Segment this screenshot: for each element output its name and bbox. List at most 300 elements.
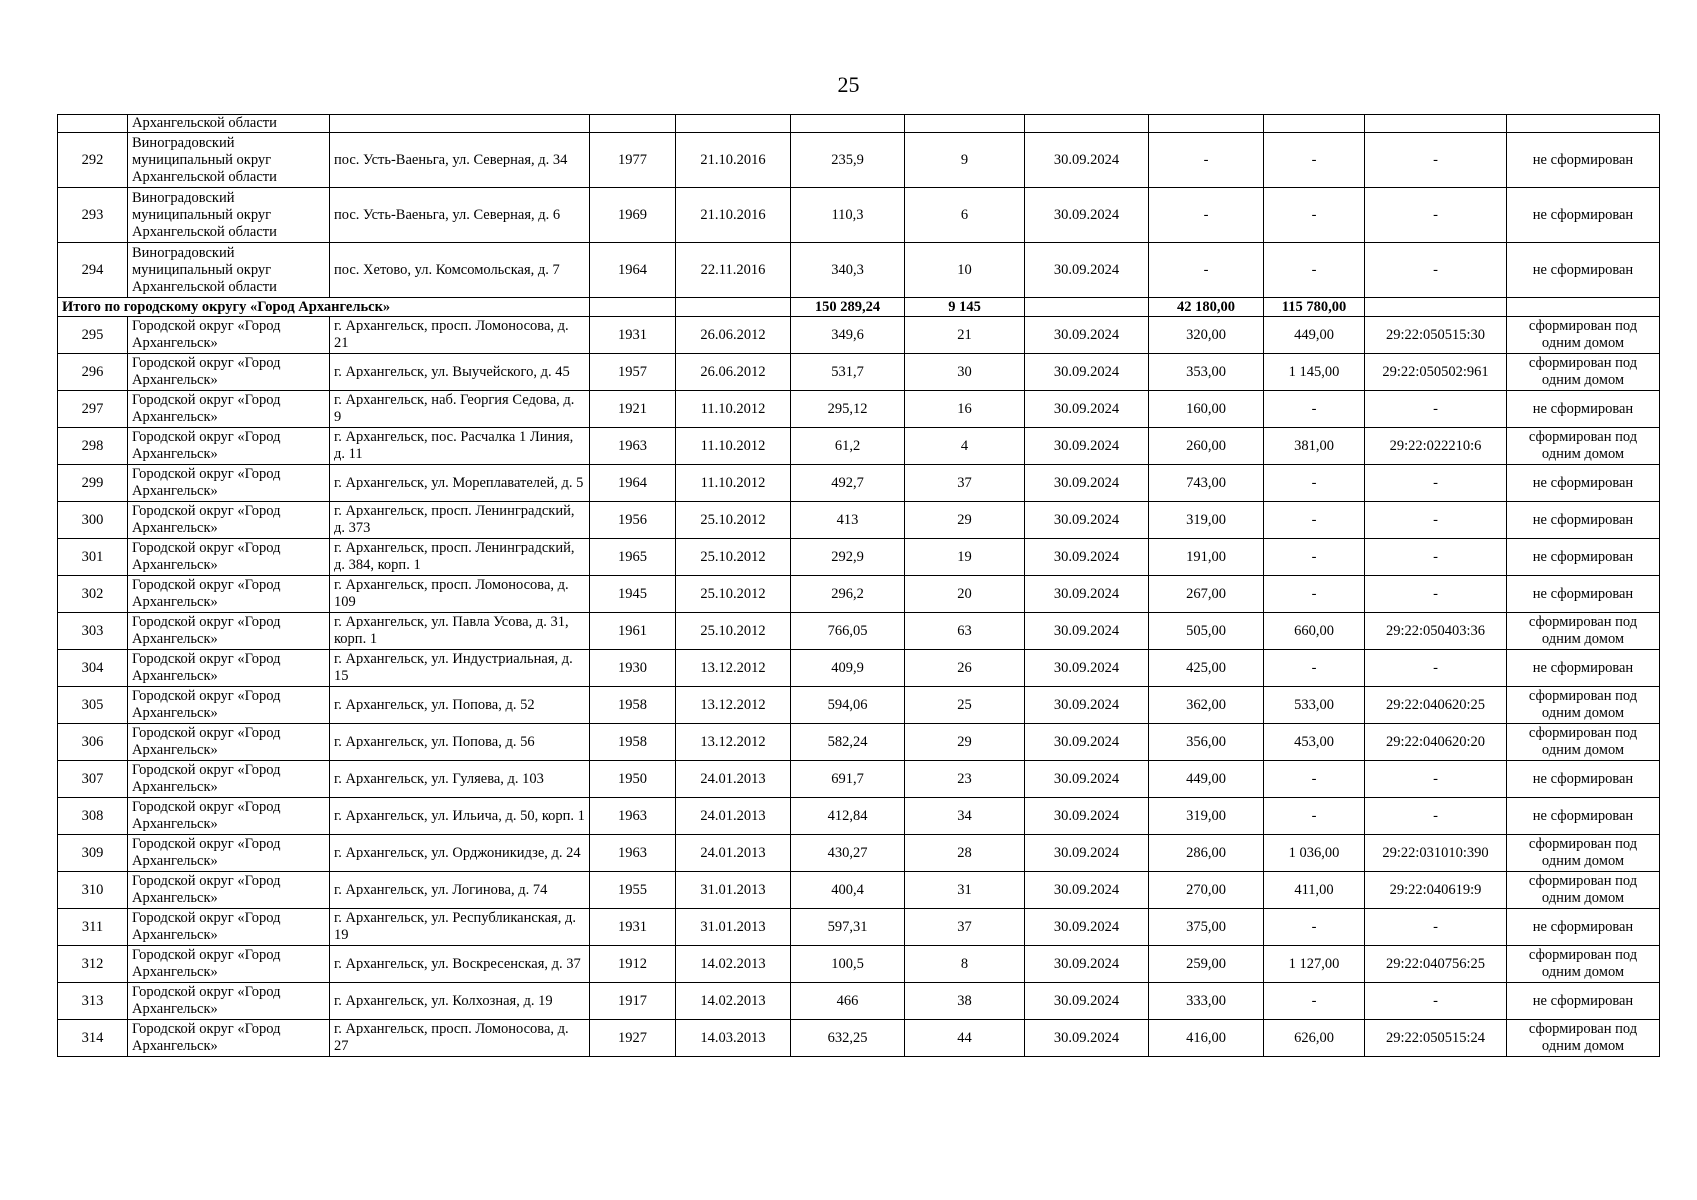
land-status-cell: сформирован под одним домом xyxy=(1507,428,1660,465)
value2-cell: 533,00 xyxy=(1264,687,1365,724)
address-cell: г. Архангельск, ул. Индустриальная, д. 15 xyxy=(330,650,590,687)
address-cell: г. Архангельск, просп. Ломоносова, д. 21 xyxy=(330,317,590,354)
residents-cell: 25 xyxy=(905,687,1025,724)
land-status-cell: не сформирован xyxy=(1507,576,1660,613)
area-cell: 691,7 xyxy=(791,761,905,798)
date-cell: 11.10.2012 xyxy=(676,428,791,465)
address-cell: г. Архангельск, просп. Ломоносова, д. 109 xyxy=(330,576,590,613)
district-cell: Городской округ «Город Архангельск» xyxy=(128,613,330,650)
row-number-cell: 292 xyxy=(58,133,128,188)
land-status-cell: не сформирован xyxy=(1507,243,1660,298)
area-cell: 594,06 xyxy=(791,687,905,724)
table-row xyxy=(58,613,1660,650)
land-status-cell: не сформирован xyxy=(1507,391,1660,428)
deadline-cell: 30.09.2024 xyxy=(1025,133,1149,188)
residents-cell: 23 xyxy=(905,761,1025,798)
table-row xyxy=(58,761,1660,798)
row-number-cell: 310 xyxy=(58,872,128,909)
residents-cell: 44 xyxy=(905,1020,1025,1057)
year-cell: 1964 xyxy=(590,465,676,502)
area-cell: 582,24 xyxy=(791,724,905,761)
address-cell: г. Архангельск, ул. Логинова, д. 74 xyxy=(330,872,590,909)
area-cell: 412,84 xyxy=(791,798,905,835)
year-cell: 1963 xyxy=(590,835,676,872)
value2-cell: - xyxy=(1264,539,1365,576)
area-cell: 413 xyxy=(791,502,905,539)
value2-cell: 1 145,00 xyxy=(1264,354,1365,391)
cadastral-number-cell: 29:22:050515:24 xyxy=(1365,1020,1507,1057)
address-cell: г. Архангельск, ул. Гуляева, д. 103 xyxy=(330,761,590,798)
year-cell: 1965 xyxy=(590,539,676,576)
land-status-cell: не сформирован xyxy=(1507,465,1660,502)
land-status-cell: сформирован под одним домом xyxy=(1507,317,1660,354)
table-row xyxy=(58,650,1660,687)
deadline-cell: 30.09.2024 xyxy=(1025,613,1149,650)
address-cell: пос. Усть-Ваеньга, ул. Северная, д. 6 xyxy=(330,188,590,243)
value1-cell: 356,00 xyxy=(1149,724,1264,761)
empty-cell xyxy=(1025,298,1149,317)
year-cell: 1921 xyxy=(590,391,676,428)
cadastral-number-cell: - xyxy=(1365,650,1507,687)
total-value1-cell: 42 180,00 xyxy=(1149,298,1264,317)
date-cell: 26.06.2012 xyxy=(676,317,791,354)
year-cell: 1912 xyxy=(590,946,676,983)
area-cell: 61,2 xyxy=(791,428,905,465)
value2-cell: - xyxy=(1264,576,1365,613)
cadastral-number-cell: - xyxy=(1365,502,1507,539)
empty-cell xyxy=(1365,298,1507,317)
district-cell: Городской округ «Город Архангельск» xyxy=(128,428,330,465)
year-cell: 1931 xyxy=(590,317,676,354)
date-cell: 25.10.2012 xyxy=(676,576,791,613)
value1-cell: 375,00 xyxy=(1149,909,1264,946)
district-cell: Виноградовский муниципальный округ Архангельской области xyxy=(128,133,330,188)
table-row xyxy=(58,539,1660,576)
year-cell: 1964 xyxy=(590,243,676,298)
cadastral-number-cell: - xyxy=(1365,465,1507,502)
cadastral-number-cell: - xyxy=(1365,243,1507,298)
deadline-cell: 30.09.2024 xyxy=(1025,317,1149,354)
row-number-cell: 314 xyxy=(58,1020,128,1057)
district-cell: Городской округ «Город Архангельск» xyxy=(128,317,330,354)
table-row xyxy=(58,1020,1660,1057)
date-cell: 26.06.2012 xyxy=(676,354,791,391)
value2-cell: - xyxy=(1264,243,1365,298)
address-cell: г. Архангельск, просп. Ломоносова, д. 27 xyxy=(330,1020,590,1057)
date-cell: 25.10.2012 xyxy=(676,502,791,539)
table-row xyxy=(58,983,1660,1020)
date-cell: 21.10.2016 xyxy=(676,188,791,243)
row-number-cell: 295 xyxy=(58,317,128,354)
area-cell: 400,4 xyxy=(791,872,905,909)
table-row xyxy=(58,428,1660,465)
cadastral-number-cell: 29:22:040620:25 xyxy=(1365,687,1507,724)
year-cell: 1963 xyxy=(590,428,676,465)
row-number-cell: 294 xyxy=(58,243,128,298)
deadline-cell: 30.09.2024 xyxy=(1025,983,1149,1020)
value2-cell: - xyxy=(1264,761,1365,798)
value1-cell: 270,00 xyxy=(1149,872,1264,909)
area-cell: 531,7 xyxy=(791,354,905,391)
table-row xyxy=(58,835,1660,872)
empty-cell xyxy=(1507,298,1660,317)
deadline-cell: 30.09.2024 xyxy=(1025,354,1149,391)
residents-cell: 30 xyxy=(905,354,1025,391)
residents-cell: 9 xyxy=(905,133,1025,188)
value1-cell: 191,00 xyxy=(1149,539,1264,576)
district-cell: Городской округ «Город Архангельск» xyxy=(128,354,330,391)
residents-cell: 28 xyxy=(905,835,1025,872)
residents-cell: 31 xyxy=(905,872,1025,909)
row-number-cell: 312 xyxy=(58,946,128,983)
table-row xyxy=(58,354,1660,391)
cadastral-number-cell: 29:22:050502:961 xyxy=(1365,354,1507,391)
date-cell: 21.10.2016 xyxy=(676,133,791,188)
land-status-cell: сформирован под одним домом xyxy=(1507,687,1660,724)
deadline-cell: 30.09.2024 xyxy=(1025,946,1149,983)
deadline-cell: 30.09.2024 xyxy=(1025,465,1149,502)
land-status-cell: не сформирован xyxy=(1507,909,1660,946)
row-number-cell: 298 xyxy=(58,428,128,465)
address-cell: г. Архангельск, ул. Мореплавателей, д. 5 xyxy=(330,465,590,502)
district-cell: Городской округ «Город Архангельск» xyxy=(128,835,330,872)
cadastral-number-cell: 29:22:050515:30 xyxy=(1365,317,1507,354)
cadastral-number-cell: 29:22:040620:20 xyxy=(1365,724,1507,761)
area-cell: 632,25 xyxy=(791,1020,905,1057)
value1-cell: 743,00 xyxy=(1149,465,1264,502)
year-cell: 1945 xyxy=(590,576,676,613)
residents-cell: 26 xyxy=(905,650,1025,687)
table-row xyxy=(58,317,1660,354)
table-row xyxy=(58,391,1660,428)
address-cell: г. Архангельск, ул. Воскресенская, д. 37 xyxy=(330,946,590,983)
land-status-cell: сформирован под одним домом xyxy=(1507,946,1660,983)
cadastral-number-cell: - xyxy=(1365,391,1507,428)
value2-cell: - xyxy=(1264,391,1365,428)
date-cell: 11.10.2012 xyxy=(676,465,791,502)
table-row xyxy=(58,502,1660,539)
row-number-cell: 305 xyxy=(58,687,128,724)
area-cell: 296,2 xyxy=(791,576,905,613)
value1-cell: 505,00 xyxy=(1149,613,1264,650)
deadline-cell: 30.09.2024 xyxy=(1025,835,1149,872)
address-cell: г. Архангельск, наб. Георгия Седова, д. 9 xyxy=(330,391,590,428)
area-cell: 430,27 xyxy=(791,835,905,872)
total-row xyxy=(58,298,1660,317)
value1-cell: 319,00 xyxy=(1149,502,1264,539)
address-cell: пос. Хетово, ул. Комсомольская, д. 7 xyxy=(330,243,590,298)
total-value2-cell: 115 780,00 xyxy=(1264,298,1365,317)
row-number-cell: 301 xyxy=(58,539,128,576)
area-cell: 409,9 xyxy=(791,650,905,687)
district-cell: Городской округ «Город Архангельск» xyxy=(128,983,330,1020)
cadastral-number-cell: - xyxy=(1365,798,1507,835)
deadline-cell: 30.09.2024 xyxy=(1025,909,1149,946)
area-cell: 597,31 xyxy=(791,909,905,946)
value1-cell: 320,00 xyxy=(1149,317,1264,354)
value1-cell: 362,00 xyxy=(1149,687,1264,724)
year-cell: 1931 xyxy=(590,909,676,946)
deadline-cell: 30.09.2024 xyxy=(1025,650,1149,687)
residents-cell: 37 xyxy=(905,909,1025,946)
year-cell: 1958 xyxy=(590,724,676,761)
cadastral-number-cell: - xyxy=(1365,188,1507,243)
value1-cell: 267,00 xyxy=(1149,576,1264,613)
value1-cell: 416,00 xyxy=(1149,1020,1264,1057)
address-cell: г. Архангельск, ул. Колхозная, д. 19 xyxy=(330,983,590,1020)
residents-cell: 20 xyxy=(905,576,1025,613)
cadastral-number-cell: - xyxy=(1365,761,1507,798)
value1-cell: 449,00 xyxy=(1149,761,1264,798)
land-status-cell: не сформирован xyxy=(1507,188,1660,243)
row-number-cell: 302 xyxy=(58,576,128,613)
value1-cell: 319,00 xyxy=(1149,798,1264,835)
residents-cell: 37 xyxy=(905,465,1025,502)
value1-cell: 160,00 xyxy=(1149,391,1264,428)
deadline-cell: 30.09.2024 xyxy=(1025,761,1149,798)
year-cell: 1957 xyxy=(590,354,676,391)
district-cell: Городской округ «Город Архангельск» xyxy=(128,391,330,428)
value2-cell: 660,00 xyxy=(1264,613,1365,650)
residents-cell: 10 xyxy=(905,243,1025,298)
value1-cell: 425,00 xyxy=(1149,650,1264,687)
table-row xyxy=(58,872,1660,909)
land-status-cell: не сформирован xyxy=(1507,502,1660,539)
row-number-cell: 296 xyxy=(58,354,128,391)
year-cell: 1958 xyxy=(590,687,676,724)
area-cell: 766,05 xyxy=(791,613,905,650)
residents-cell: 63 xyxy=(905,613,1025,650)
district-cell: Городской округ «Город Архангельск» xyxy=(128,502,330,539)
housing-registry-table xyxy=(57,114,1660,1057)
residents-cell: 29 xyxy=(905,724,1025,761)
value1-cell: - xyxy=(1149,243,1264,298)
total-area-cell: 150 289,24 xyxy=(791,298,905,317)
row-number-cell: 304 xyxy=(58,650,128,687)
empty-cell xyxy=(590,298,676,317)
deadline-cell: 30.09.2024 xyxy=(1025,188,1149,243)
table-row xyxy=(58,243,1660,298)
residents-cell: 29 xyxy=(905,502,1025,539)
district-cell: Городской округ «Город Архангельск» xyxy=(128,1020,330,1057)
table-row xyxy=(58,946,1660,983)
address-cell: пос. Усть-Ваеньга, ул. Северная, д. 34 xyxy=(330,133,590,188)
district-cell: Виноградовский муниципальный округ Архангельской области xyxy=(128,243,330,298)
residents-cell: 21 xyxy=(905,317,1025,354)
row-number-cell: 303 xyxy=(58,613,128,650)
date-cell: 14.03.2013 xyxy=(676,1020,791,1057)
address-cell: г. Архангельск, просп. Ленинградский, д. 384, корп. 1 xyxy=(330,539,590,576)
total-label-cell: Итого по городскому округу «Город Архангельск» xyxy=(58,298,590,317)
value1-cell: - xyxy=(1149,133,1264,188)
deadline-cell: 30.09.2024 xyxy=(1025,502,1149,539)
district-cell: Городской округ «Город Архангельск» xyxy=(128,576,330,613)
date-cell: 25.10.2012 xyxy=(676,613,791,650)
deadline-cell: 30.09.2024 xyxy=(1025,798,1149,835)
value1-cell: 333,00 xyxy=(1149,983,1264,1020)
district-cell: Виноградовский муниципальный округ Архангельской области xyxy=(128,188,330,243)
date-cell: 11.10.2012 xyxy=(676,391,791,428)
land-status-cell: сформирован под одним домом xyxy=(1507,872,1660,909)
year-cell: 1930 xyxy=(590,650,676,687)
table-row xyxy=(58,188,1660,243)
date-cell: 13.12.2012 xyxy=(676,650,791,687)
area-cell: 295,12 xyxy=(791,391,905,428)
deadline-cell: 30.09.2024 xyxy=(1025,428,1149,465)
value2-cell: - xyxy=(1264,502,1365,539)
area-cell: 349,6 xyxy=(791,317,905,354)
year-cell: 1956 xyxy=(590,502,676,539)
district-cell: Городской округ «Город Архангельск» xyxy=(128,798,330,835)
cadastral-number-cell: - xyxy=(1365,909,1507,946)
deadline-cell: 30.09.2024 xyxy=(1025,724,1149,761)
cadastral-number-cell: 29:22:050403:36 xyxy=(1365,613,1507,650)
year-cell: 1917 xyxy=(590,983,676,1020)
cadastral-number-cell: - xyxy=(1365,133,1507,188)
value2-cell: - xyxy=(1264,909,1365,946)
deadline-cell: 30.09.2024 xyxy=(1025,1020,1149,1057)
land-status-cell: сформирован под одним домом xyxy=(1507,613,1660,650)
deadline-cell: 30.09.2024 xyxy=(1025,872,1149,909)
page-number: 25 xyxy=(837,72,860,97)
deadline-cell: 30.09.2024 xyxy=(1025,687,1149,724)
district-cell: Городской округ «Город Архангельск» xyxy=(128,724,330,761)
table-row xyxy=(58,687,1660,724)
district-cell: Городской округ «Город Архангельск» xyxy=(128,465,330,502)
value2-cell: - xyxy=(1264,188,1365,243)
date-cell: 31.01.2013 xyxy=(676,872,791,909)
district-cell: Городской округ «Город Архангельск» xyxy=(128,909,330,946)
address-cell: г. Архангельск, просп. Ленинградский, д. 373 xyxy=(330,502,590,539)
year-cell: 1961 xyxy=(590,613,676,650)
address-cell: г. Архангельск, пос. Расчалка 1 Линия, д. 11 xyxy=(330,428,590,465)
land-status-cell: не сформирован xyxy=(1507,133,1660,188)
date-cell: 25.10.2012 xyxy=(676,539,791,576)
table-row xyxy=(58,576,1660,613)
value2-cell: - xyxy=(1264,133,1365,188)
address-cell: г. Архангельск, ул. Орджоникидзе, д. 24 xyxy=(330,835,590,872)
empty-cell xyxy=(676,298,791,317)
row-number-cell: 307 xyxy=(58,761,128,798)
residents-cell: 38 xyxy=(905,983,1025,1020)
table-row xyxy=(58,133,1660,188)
land-status-cell: не сформирован xyxy=(1507,798,1660,835)
land-status-cell: не сформирован xyxy=(1507,539,1660,576)
date-cell: 31.01.2013 xyxy=(676,909,791,946)
district-cell: Городской округ «Город Архангельск» xyxy=(128,650,330,687)
value1-cell: 260,00 xyxy=(1149,428,1264,465)
address-cell: г. Архангельск, ул. Ильича, д. 50, корп. 1 xyxy=(330,798,590,835)
address-cell: г. Архангельск, ул. Павла Усова, д. 31, корп. 1 xyxy=(330,613,590,650)
area-cell: 110,3 xyxy=(791,188,905,243)
cadastral-number-cell: 29:22:022210:6 xyxy=(1365,428,1507,465)
row-number-cell: 293 xyxy=(58,188,128,243)
residents-cell: 16 xyxy=(905,391,1025,428)
value2-cell: 453,00 xyxy=(1264,724,1365,761)
row-number-cell: 313 xyxy=(58,983,128,1020)
value2-cell: - xyxy=(1264,650,1365,687)
value1-cell: 286,00 xyxy=(1149,835,1264,872)
district-cell: Городской округ «Город Архангельск» xyxy=(128,687,330,724)
deadline-cell: 30.09.2024 xyxy=(1025,243,1149,298)
table-row xyxy=(58,798,1660,835)
date-cell: 24.01.2013 xyxy=(676,761,791,798)
date-cell: 24.01.2013 xyxy=(676,798,791,835)
address-cell: г. Архангельск, ул. Попова, д. 56 xyxy=(330,724,590,761)
cadastral-number-cell: - xyxy=(1365,576,1507,613)
residents-cell: 6 xyxy=(905,188,1025,243)
land-status-cell: не сформирован xyxy=(1507,761,1660,798)
table-row xyxy=(58,909,1660,946)
continuation-row xyxy=(58,115,1660,133)
row-number-cell: 300 xyxy=(58,502,128,539)
value2-cell: 449,00 xyxy=(1264,317,1365,354)
address-cell: г. Архангельск, ул. Выучейского, д. 45 xyxy=(330,354,590,391)
cadastral-number-cell: 29:22:040619:9 xyxy=(1365,872,1507,909)
district-cell: Архангельской области xyxy=(128,115,330,133)
value2-cell: - xyxy=(1264,798,1365,835)
row-number-cell: 299 xyxy=(58,465,128,502)
year-cell: 1963 xyxy=(590,798,676,835)
value1-cell: - xyxy=(1149,188,1264,243)
year-cell: 1969 xyxy=(590,188,676,243)
cadastral-number-cell: - xyxy=(1365,539,1507,576)
value2-cell: 381,00 xyxy=(1264,428,1365,465)
year-cell: 1927 xyxy=(590,1020,676,1057)
land-status-cell: сформирован под одним домом xyxy=(1507,354,1660,391)
value2-cell: 411,00 xyxy=(1264,872,1365,909)
cadastral-number-cell: 29:22:040756:25 xyxy=(1365,946,1507,983)
total-residents-cell: 9 145 xyxy=(905,298,1025,317)
land-status-cell: не сформирован xyxy=(1507,983,1660,1020)
year-cell: 1955 xyxy=(590,872,676,909)
area-cell: 492,7 xyxy=(791,465,905,502)
district-cell: Городской округ «Город Архангельск» xyxy=(128,761,330,798)
residents-cell: 4 xyxy=(905,428,1025,465)
address-cell: г. Архангельск, ул. Попова, д. 52 xyxy=(330,687,590,724)
area-cell: 235,9 xyxy=(791,133,905,188)
area-cell: 466 xyxy=(791,983,905,1020)
value2-cell: - xyxy=(1264,983,1365,1020)
date-cell: 22.11.2016 xyxy=(676,243,791,298)
row-number-cell: 297 xyxy=(58,391,128,428)
land-status-cell: сформирован под одним домом xyxy=(1507,1020,1660,1057)
date-cell: 13.12.2012 xyxy=(676,724,791,761)
district-cell: Городской округ «Город Архангельск» xyxy=(128,946,330,983)
deadline-cell: 30.09.2024 xyxy=(1025,539,1149,576)
table-row xyxy=(58,465,1660,502)
value2-cell: 1 127,00 xyxy=(1264,946,1365,983)
value2-cell: 1 036,00 xyxy=(1264,835,1365,872)
row-number-cell: 308 xyxy=(58,798,128,835)
date-cell: 24.01.2013 xyxy=(676,835,791,872)
value2-cell: - xyxy=(1264,465,1365,502)
area-cell: 340,3 xyxy=(791,243,905,298)
address-cell: г. Архангельск, ул. Республиканская, д. 19 xyxy=(330,909,590,946)
residents-cell: 19 xyxy=(905,539,1025,576)
deadline-cell: 30.09.2024 xyxy=(1025,576,1149,613)
value1-cell: 259,00 xyxy=(1149,946,1264,983)
residents-cell: 8 xyxy=(905,946,1025,983)
deadline-cell: 30.09.2024 xyxy=(1025,391,1149,428)
land-status-cell: сформирован под одним домом xyxy=(1507,724,1660,761)
cadastral-number-cell: - xyxy=(1365,983,1507,1020)
residents-cell: 34 xyxy=(905,798,1025,835)
area-cell: 292,9 xyxy=(791,539,905,576)
year-cell: 1977 xyxy=(590,133,676,188)
date-cell: 13.12.2012 xyxy=(676,687,791,724)
area-cell: 100,5 xyxy=(791,946,905,983)
